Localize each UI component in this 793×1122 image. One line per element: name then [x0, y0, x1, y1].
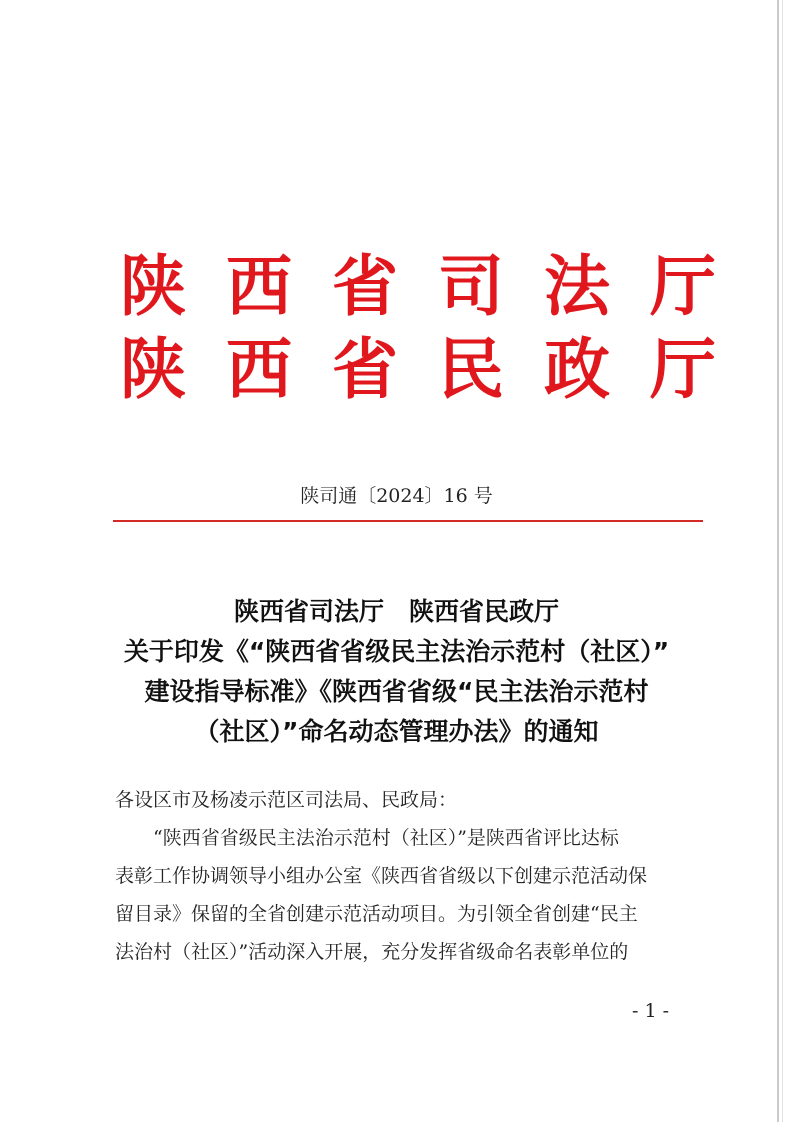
issuer-char: 民	[438, 330, 504, 408]
issuer-heading-civil-affairs	[118, 330, 718, 408]
issuer-char: 司	[438, 247, 504, 325]
salutation: 各设区市及杨凌示范区司法局、民政局：	[115, 789, 458, 811]
document-title	[0, 592, 793, 752]
title-line: （社区）”命名动态管理办法》的通知	[194, 717, 599, 746]
issuer-char: 厅	[650, 247, 716, 325]
issuer-char: 政	[544, 330, 610, 408]
issuer-char: 法	[544, 247, 610, 325]
body-line: 法治村（社区）”活动深入开展，充分发挥省级命名表彰单位的	[115, 941, 629, 963]
document-body	[115, 781, 710, 971]
page-number: - 1 -	[632, 1000, 670, 1022]
issuer-char: 陕	[120, 247, 186, 325]
document-number: 陕司通〔2024〕16 号	[300, 485, 493, 507]
issuer-char: 省	[332, 247, 398, 325]
scan-edge-line	[777, 0, 779, 1122]
issuer-char: 陕	[120, 330, 186, 408]
title-line: 关于印发《“陕西省省级民主法治示范村（社区）”	[123, 637, 670, 666]
title-line: 陕西省司法厅 陕西省民政厅	[233, 597, 559, 626]
body-line: “陕西省省级民主法治示范村（社区）”是陕西省评比达标	[153, 827, 619, 849]
title-line: 建设指导标准》《陕西省省级“民主法治示范村	[144, 677, 649, 706]
issuer-char: 西	[226, 247, 292, 325]
issuer-char: 西	[226, 330, 292, 408]
red-separator-rule	[113, 520, 703, 522]
issuer-heading-justice	[118, 247, 718, 325]
issuer-char: 厅	[650, 330, 716, 408]
body-line: 表彰工作协调领导小组办公室《陕西省省级以下创建示范活动保	[115, 865, 648, 887]
body-line: 留目录》保留的全省创建示范活动项目。为引领全省创建“民主	[115, 903, 638, 925]
issuer-char: 省	[332, 330, 398, 408]
scan-edge-line-secondary	[782, 0, 783, 1122]
